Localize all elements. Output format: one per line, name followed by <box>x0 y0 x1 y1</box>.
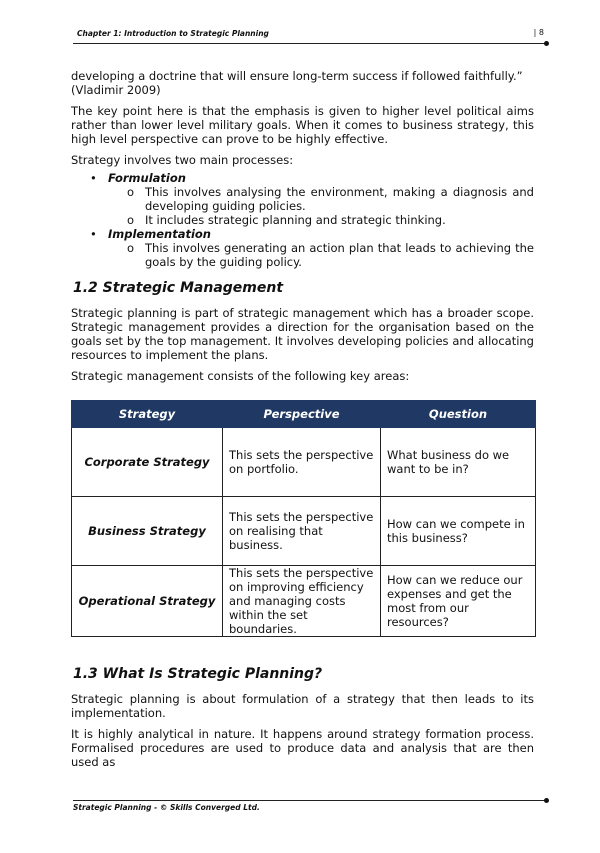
sub-bullet-marker: o <box>127 185 135 199</box>
footer-rule <box>73 800 545 801</box>
process-point-text: This involves generating an action plan that leads to achieving the goals by the guiding policy. <box>145 241 534 269</box>
process-point-text: It includes strategic planning and strategic thinking. <box>145 213 446 227</box>
strategic-planning-paragraph: Strategic planning is about formulation of a strategy that then leads to its implementation. <box>71 692 534 720</box>
key-point-paragraph: The key point here is that the emphasis is given to higher level political aims rather than lower level military goals. When it comes to business strategy, this high level perspective can prove to be highly effective. <box>71 104 534 146</box>
chapter-title: Chapter 1: Introduction to Strategic Planning <box>77 29 269 38</box>
table-header-row <box>72 401 536 428</box>
process-point <box>71 185 534 213</box>
sub-bullet-marker: o <box>127 241 135 255</box>
key-areas-intro: Strategic management consists of the following key areas: <box>71 369 410 383</box>
table-row <box>72 566 536 637</box>
process-point-text: This involves analysing the environment, making a diagnosis and developing guiding policies. <box>145 185 534 213</box>
page-footer: Strategic Planning - © Skills Converged Ltd. <box>73 803 260 812</box>
question-cell: How can we reduce our expenses and get the most from our resources? <box>381 566 536 637</box>
header-rule-dot <box>544 41 549 46</box>
strategy-cell: Business Strategy <box>72 497 223 566</box>
section-heading-what-is-strategic-planning: 1.3 What Is Strategic Planning? <box>73 666 323 682</box>
strategic-management-paragraph: Strategic planning is part of strategic management which has a broader scope. Strategic management provides a direction for the organisation based on the goals set by the top management. It involves developing policies and allocating resources to implement the plans. <box>71 306 534 362</box>
process-list <box>71 171 534 269</box>
processes-intro: Strategy involves two main processes: <box>71 153 294 167</box>
strategy-cell: Operational Strategy <box>72 566 223 637</box>
perspective-cell: This sets the perspective on realising that business. <box>223 497 381 566</box>
quote-ending: developing a doctrine that will ensure long-term success if followed faithfully.” (Vladimir 2009) <box>71 69 523 97</box>
bullet-marker: • <box>90 171 97 185</box>
key-areas-table <box>71 400 536 637</box>
strategy-cell: Corporate Strategy <box>72 428 223 497</box>
column-header-perspective: Perspective <box>223 401 381 428</box>
process-item-implementation <box>71 227 534 241</box>
analytical-paragraph: It is highly analytical in nature. It happens around strategy formation process. Formalised procedures are used to produce data and analysis that are then used as <box>71 727 534 769</box>
process-item-formulation <box>71 171 534 185</box>
perspective-cell: This sets the perspective on portfolio. <box>223 428 381 497</box>
bullet-marker: • <box>90 227 97 241</box>
page-header <box>73 27 548 43</box>
perspective-cell: This sets the perspective on improving efficiency and managing costs within the set boundaries. <box>223 566 381 637</box>
page-body <box>71 69 534 776</box>
column-header-question: Question <box>381 401 536 428</box>
page-number: | 8 <box>533 28 544 37</box>
header-rule <box>73 43 545 44</box>
footer-rule-dot <box>544 798 549 803</box>
table-row <box>72 428 536 497</box>
question-cell: What business do we want to be in? <box>381 428 536 497</box>
process-title: Implementation <box>108 227 211 241</box>
section-heading-strategic-management: 1.2 Strategic Management <box>73 280 284 296</box>
process-point <box>71 241 534 269</box>
table-row <box>72 497 536 566</box>
column-header-strategy: Strategy <box>72 401 223 428</box>
sub-bullet-marker: o <box>127 213 135 227</box>
process-title: Formulation <box>108 171 186 185</box>
question-cell: How can we compete in this business? <box>381 497 536 566</box>
process-point <box>71 213 534 227</box>
